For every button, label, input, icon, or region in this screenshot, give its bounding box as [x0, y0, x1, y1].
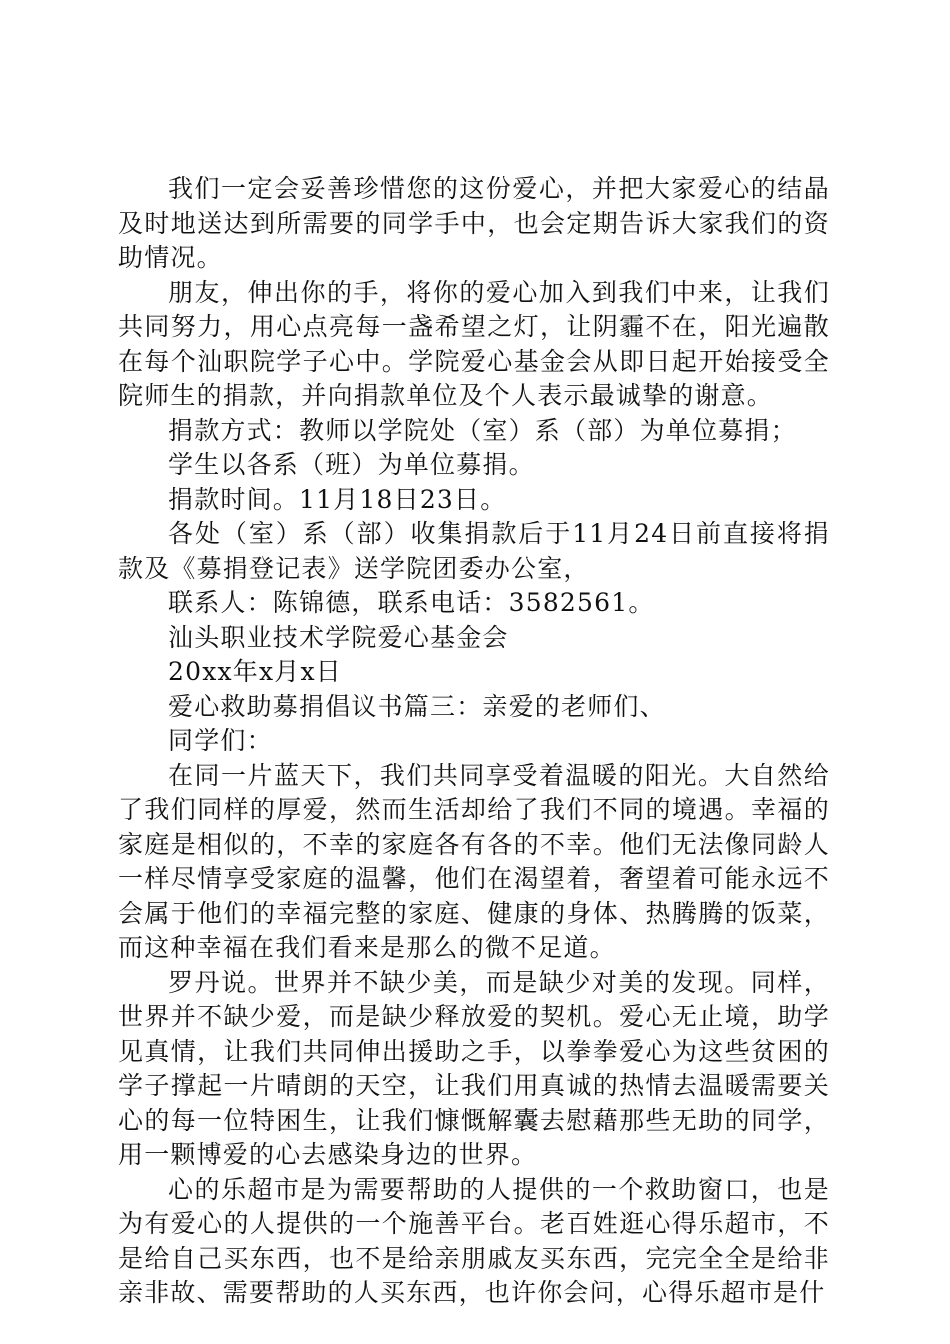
paragraph-1: 我们一定会妥善珍惜您的这份爱心，并把大家爱心的结晶及时地送达到所需要的同学手中，也会定期告诉大家我们的资助情况。 [118, 174, 830, 272]
signature-date: 20xx年x月x日 [168, 657, 343, 686]
paragraph-supermarket: 心的乐超市是为需要帮助的人提供的一个救助窗口，也是为有爱心的人提供的一个施善平台。老百姓逛心得乐超市，不是给自己买东西，也不是给亲朋戚友买东西，完完全全是给非亲非故、需要帮助的人买东西，也许你会问，心得乐超市是什 [118, 1174, 830, 1307]
section-heading: 爱心救助募捐倡议书篇三：亲爱的老师们、 [168, 691, 666, 721]
donation-method: 捐款方式：教师以学院处（室）系（部）为单位募捐； [168, 415, 797, 445]
salutation: 同学们： [168, 726, 273, 755]
paragraph-rodin: 罗丹说。世界并不缺少美，而是缺少对美的发现。同样，世界并不缺少爱，而是缺少释放爱的契机。爱心无止境，助学见真情，让我们共同伸出援助之手，以拳拳爱心为这些贫困的学子撑起一片晴朗的天空，让我们用真诚的热情去温暖需要关心的每一位特困生，让我们慷慨解囊去慰藉那些无助的同学，用一颗博爱的心去感染身边的世界。 [118, 967, 830, 1169]
document-body [118, 172, 830, 1311]
paragraph-blue-sky: 在同一片蓝天下，我们共同享受着温暖的阳光。大自然给了我们同样的厚爱，然而生活却给了我们不同的境遇。幸福的家庭是相似的，不幸的家庭各有各的不幸。他们无法像同龄人一样尽情享受家庭的温馨，他们在渴望着，奢望着可能永远不会属于他们的幸福完整的家庭、健康的身体、热腾腾的饭菜，而这种幸福在我们看来是那么的微不足道。 [118, 760, 830, 962]
donation-collection: 各处（室）系（部）收集捐款后于11月24日前直接将捐款及《募捐登记表》送学院团委办公室， [118, 519, 830, 583]
paragraph-2: 朋友，伸出你的手，将你的爱心加入到我们中来，让我们共同努力，用心点亮每一盏希望之灯，让阴霾不在，阳光遍散在每个汕职院学子心中。学院爱心基金会从即日起开始接受全院师生的捐款，并向捐款单位及个人表示最诚挚的谢意。 [118, 277, 830, 410]
donation-method-students: 学生以各系（班）为单位募捐。 [168, 450, 535, 479]
organization-signature: 汕头职业技术学院爱心基金会 [168, 622, 509, 652]
donation-time: 捐款时间。11月18日23日。 [168, 484, 507, 514]
contact-info: 联系人：陈锦德，联系电话：3582561。 [168, 588, 655, 617]
